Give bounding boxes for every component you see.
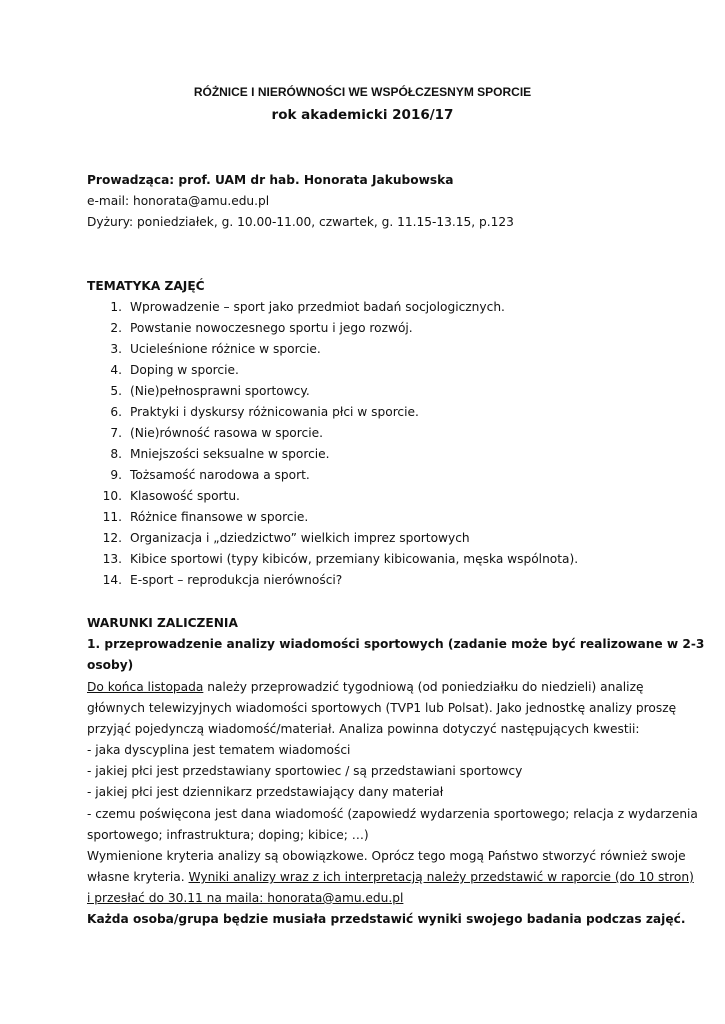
criteria-item: - jakiej płci jest przedstawiany sportowiec / są przedstawiani sportowcy: [87, 764, 523, 778]
final-note: Każda osoba/grupa będzie musiała przedstawić wyniki swojego badania podczas zajęć.: [87, 912, 686, 926]
task-title-line: osoby): [87, 658, 134, 672]
office-hours-line: Dyżury: poniedziałek, g. 10.00-11.00, czwartek, g. 11.15-13.15, p.123: [87, 215, 514, 229]
paragraph-line: przyjąć pojedynczą wiadomość/materiał. Analiza powinna dotyczyć następujących kwestii:: [87, 722, 640, 736]
email-line: e-mail: honorata@amu.edu.pl: [87, 194, 270, 208]
paragraph-line: Do końca listopada należy przeprowadzić tygodniową (od poniedziałku do niedzieli) analizę: [87, 680, 644, 694]
criteria-item: - czemu poświęcona jest dana wiadomość (zapowiedź wydarzenia sportowego; relacja z wydarzenia: [87, 807, 698, 821]
document-title: RÓŻNICE I NIERÓWNOŚCI WE WSPÓŁCZESNYM SPORCIE: [193, 85, 532, 99]
document-subtitle: rok akademicki 2016/17: [271, 107, 454, 123]
criteria-item: sportowego; infrastruktura; doping; kibice; …): [87, 828, 369, 842]
deadline-text: Do końca listopada: [87, 680, 204, 694]
paragraph-line: głównych telewizyjnych wiadomości sportowych (TVP1 lub Polsat). Jako jednostkę analizy proszę: [87, 701, 677, 715]
document-page: RÓŻNICE I NIERÓWNOŚCI WE WSPÓŁCZESNYM SPORCIE rok akademicki 2016/17 Prowadząca: prof. UAM dr hab. Honorata Jakubowska e-mail: honorata@amu.edu.pl Dyżury: poniedziałek, g. 10.00-11.00, czwartek, g. 11.15-13.15, p.123 TEMATYKA ZAJĘĆ 1. Wprowadzenie – sport jako przedmiot badań socjologicznych. 2. Powstanie nowoczesnego sportu i jego rozwój. 3. Ucieleśnione różnice w sporcie. 4. Doping w sporcie. 5. (Nie)pełnosprawni sportowcy. 6. Praktyki i dyskursy różnicowania płci w sporcie. 7. (Nie)równość rasowa w sporcie. 8. Mniejszości seksualne w sporcie. 9. Tożsamość narodowa a sport. 10. Klasowość sportu. 11. Różnice finansowe w sporcie. 12. Organizacja i „dziedzictwo” wielkich imprez sportowych 13. Kibice sportowi (typy kibiców, przemiany kibicowania, męska wspólnota). 14. E-sport – reprodukcja nierówności? WARUNKI ZALICZENIA 1. przeprowadzenie analizy wiadomości sportowych (zadanie może być realizowane w 2-3 osoby) Do końca listopada należy przeprowadzić tygodniową (od poniedziałku do niedzieli) analizę głównych telewizyjnych wiadomości sportowych (TVP1 lub Polsat). Jako jednostkę analizy proszę przyjąć pojedynczą wiadomość/materiał. Analiza powinna dotyczyć następujących kwestii: - jaka dyscyplina jest tematem wiadomości - jakiej płci jest przedstawiany sportowiec / są przedstawiani sportowcy - jakiej płci jest dziennikarz przedstawiający dany materiał - czemu poświęcona jest dana wiadomość (zapowiedź wydarzenia sportowego; relacja z wydarzenia sportowego; infrastruktura; doping; kibice; …) Wymienione kryteria analizy są obowiązkowe. Oprócz tego mogą Państwo stworzyć również swoje własne kryteria. Wyniki analizy wraz z ich interpretacją należy przedstawić w raporcie (do 10 stron) i przesłać do 30.11 na maila: honorata@amu.edu.pl Każda osoba/grupa będzie musiała przedstawić wyniki swojego badania podczas zajęć.: [0, 0, 725, 1024]
topics-heading: TEMATYKA ZAJĘĆ: [87, 279, 205, 293]
task-title-line: 1. przeprowadzenie analizy wiadomości sportowych (zadanie może być realizowane w 2-3: [87, 637, 705, 651]
submission-instruction: i przesłać do 30.11 na maila: honorata@amu.edu.pl: [87, 891, 404, 905]
criteria-item: - jakiej płci jest dziennikarz przedstawiający dany materiał: [87, 785, 444, 799]
requirements-heading: WARUNKI ZALICZENIA: [87, 616, 238, 630]
criteria-item: - jaka dyscyplina jest tematem wiadomości: [87, 743, 351, 757]
paragraph-line: Wymienione kryteria analizy są obowiązkowe. Oprócz tego mogą Państwo stworzyć również swoje: [87, 849, 686, 863]
lecturer-line: Prowadząca: prof. UAM dr hab. Honorata Jakubowska: [87, 173, 454, 187]
paragraph-line: własne kryteria. Wyniki analizy wraz z ich interpretacją należy przedstawić w raporcie (do 10 stron): [87, 870, 694, 884]
report-instruction: Wyniki analizy wraz z ich interpretacją należy przedstawić w raporcie (do 10 stron): [188, 870, 694, 884]
